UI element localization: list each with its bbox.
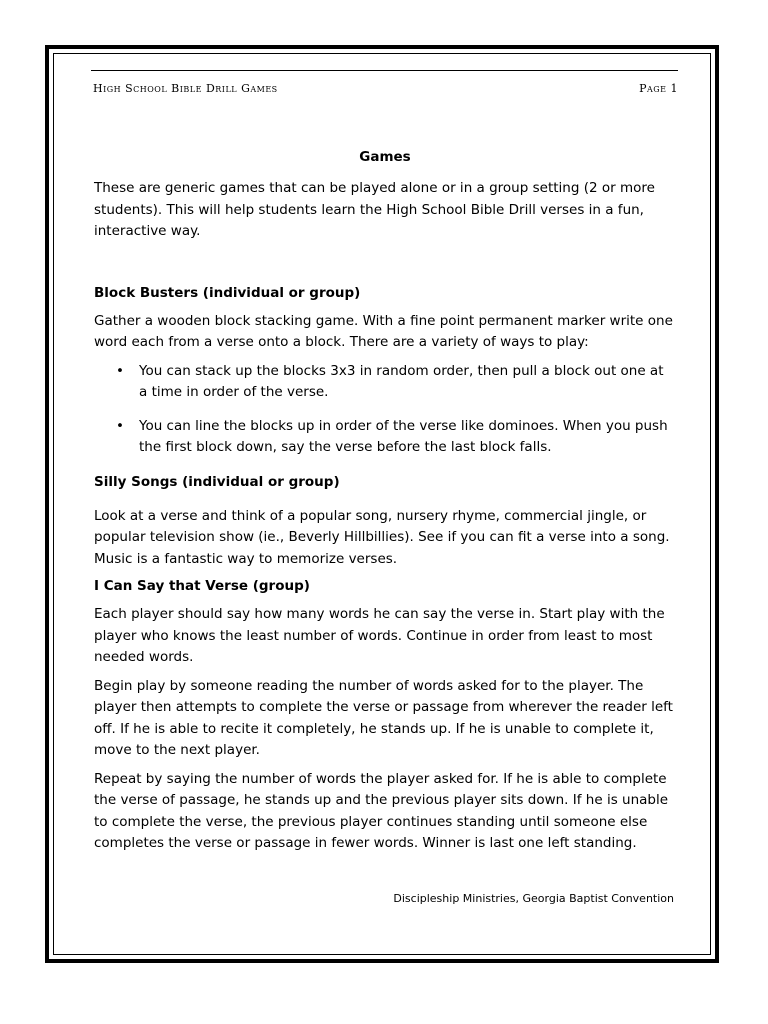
section-heading-silly-songs: Silly Songs (individual or group) [94,473,340,490]
footer-credit: Discipleship Ministries, Georgia Baptist Convention [393,892,674,905]
running-header [91,70,678,101]
section-paragraph: Look at a verse and think of a popular song, nursery rhyme, commercial jingle, or popular television show (ie., Beverly Hillbillies). See if you can fit a verse into a song. Music is a fantastic way to memorize verses. [94,507,670,567]
bullet-list [94,361,676,459]
list-item-text: You can line the blocks up in order of the verse like dominoes. When you push the first block down, say the verse before the last block falls. [139,417,668,455]
section-paragraph: Gather a wooden block stacking game. With a fine point permanent marker write one word each from a verse onto a block. There are a variety of ways to play: [94,312,673,350]
bullet-icon: • [116,417,124,434]
bullet-icon: • [116,362,124,379]
section-heading-i-can-say-that-verse: I Can Say that Verse (group) [94,578,310,594]
header-page-number: Page 1 [639,82,678,95]
section-paragraph: Repeat by saying the number of words the player asked for. If he is able to complete the verse of passage, he stands up and the previous player sits down. If he is unable to complete the verse, the previous player continues standing until someone else completes the verse or passage in fewer words. Winner is last one left standing. [94,770,669,851]
section-heading-block-busters: Block Busters (individual or group) [94,284,361,301]
list-item-text: You can stack up the blocks 3x3 in random order, then pull a block out one at a time in order of the verse. [139,362,664,400]
section-paragraph: Each player should say how many words he can say the verse in. Start play with the player who knows the least number of words. Continue in order from least to most needed words. [94,606,665,665]
list-item [94,361,676,404]
page-title: Games [359,149,411,165]
list-item [94,416,676,459]
document-body [94,148,676,855]
intro-paragraph: These are generic games that can be played alone or in a group setting (2 or more students). This will help students learn the High School Bible Drill verses in a fun, interactive way. [94,180,655,239]
header-title: High School Bible Drill Games [93,82,278,95]
section-paragraph: Begin play by someone reading the number of words asked for to the player. The player then attempts to complete the verse or passage from wherever the reader left off. If he is able to recite it completely, he stands up. If he is unable to complete it, move to the next player. [94,677,673,758]
